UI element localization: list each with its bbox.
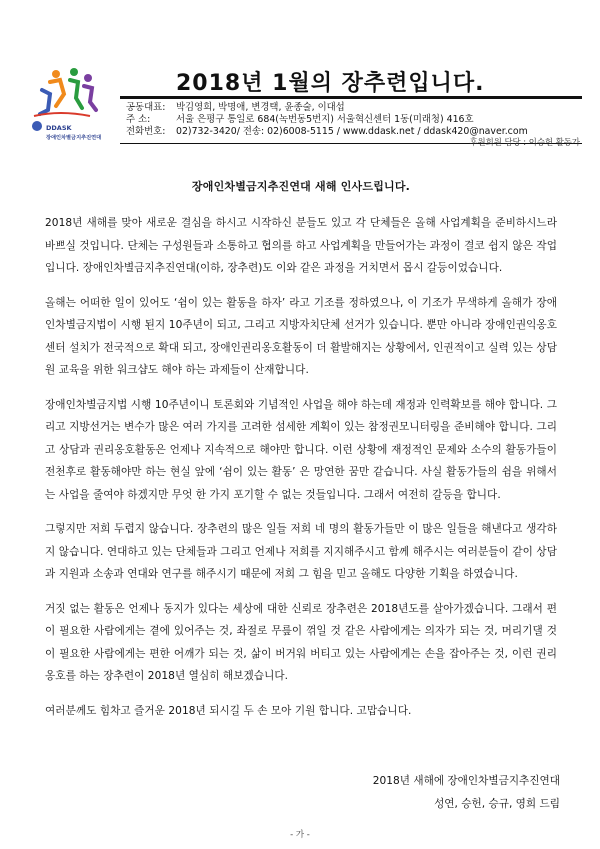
info-contact: [126, 126, 528, 138]
paragraph: 그렇지만 저희 두렵지 않습니다. 장추련의 많은 일들 저희 네 명의 활동가들만 이 많은 일들을 해낸다고 생각하지 않습니다. 연대하고 있는 단체들과 그리고 언제나 저희를 지지해주시고 함께 해주시는 여러분들이 같이 상담과 지원과 소송과 연대와 연구를 해주시기 때문에 저희 그 힘을 믿고 올해도 다양한 기획을 하였습니다.: [45, 523, 557, 580]
page-title: 2018년 1월의 장추련입니다.: [176, 71, 485, 96]
info-address: [126, 114, 528, 126]
closing-signature: [373, 770, 560, 816]
sponsor-contact: 후원회원 담당 : 이승헌 활동가: [469, 137, 580, 147]
info-representatives: [126, 102, 528, 114]
letterhead: [20, 44, 582, 144]
paragraph: 거짓 없는 활동은 언제나 동지가 있다는 세상에 대한 신뢰로 장추련은 2018년도를 살아가겠습니다. 그래서 편이 필요한 사람에게는 곁에 있어주는 것, 좌절로 무릎이 꺾일 것 같은 사람에게는 의자가 되는 것, 머리기댈 것이 필요한 사람에게는 편한 어깨가 되는 것, 삶이 버거워 버티고 있는 사람에게는 손을 잡아주는 것, 이런 권리옹호를 하는 장추련이 2018년 열심히 해보겠습니다.: [45, 602, 557, 682]
info-value: 서울 은평구 통일로 684(녹번동5번지) 서울혁신센터 1동(미래청) 416호: [176, 114, 474, 126]
page-number: - 가 -: [290, 830, 310, 840]
paragraph: 2018년 새해를 맞아 새로운 결심을 하시고 시작하신 분들도 있고 각 단체들은 올해 사업계획을 준비하시느라 바쁘실 것입니다. 단체는 구성원들과 소통하고 협의를 하고 사업계획을 만들어가는 과정이 결코 쉽지 않은 작업입니다. 장애인차별금지추진연대(이하, 장추련)도 이와 같은 과정을 거치면서 몹시 갈등이었습니다.: [45, 217, 557, 274]
info-value: 박김영희, 박명애, 변경택, 윤종술, 이대섭: [176, 102, 345, 113]
info-label: 주 소:: [126, 114, 151, 126]
letter-title: 장애인차별금지추진연대 새해 인사드립니다.: [191, 180, 411, 193]
running-figures-logo-icon: [20, 64, 110, 144]
signature-line: 성연, 승헌, 승규, 영희 드림: [434, 798, 560, 810]
logo-name: DDASK: [46, 124, 72, 132]
info-value: 02)732-3420/ 전송: 02)6008-5115 / www.ddask.net / ddask420@naver.com: [176, 126, 528, 138]
letter-body: [45, 178, 557, 734]
info-label: 전화번호:: [126, 126, 166, 138]
org-logo: [20, 64, 110, 144]
info-label: 공동대표:: [126, 102, 166, 113]
paragraph: 올해는 어떠한 일이 있어도 ‘쉼이 있는 활동을 하자’ 라고 기조를 정하였으나, 이 기조가 무색하게 올해가 장애인차별금지법이 시행 된지 10주년이 되고, 그리고 지방자치단체 선거가 있습니다. 뿐만 아니라 장애인권익옹호센터 설치가 전국적으로 확대 되고, 장애인권리옹호활동이 더 활발해지는 상황에서, 인권적이고 실력 있는 상담원 교육을 위한 워크샵도 해야 하는 과제들이 산재합니다.: [45, 296, 557, 376]
logo-org-name: 장애인차별금지추진연대: [46, 135, 102, 141]
title-divider: [120, 96, 582, 99]
org-info: [126, 102, 528, 139]
paragraph: 장애인차별금지법 시행 10주년이니 토론회와 기념적인 사업을 해야 하는데 재정과 인력확보를 해야 합니다. 그리고 지방선거는 변수가 많은 여러 가지를 고려한 섬세한 계획이 있는 참정권모니터링을 준비해야 합니다. 그리고 상담과 권리옹호활동은 언제나 지속적으로 해야만 합니다. 이런 상황에 재정적인 문제와 소수의 활동가들이 전천후로 활동해야만 하는 현실 앞에 ‘쉼이 있는 활동’ 은 망연한 꿈만 같습니다. 사실 활동가들의 쉼을 위해서는 사업을 줄여야 하겠지만 무엇 한 가지 포기할 수 없는 것들입니다. 그래서 여전히 갈등을 합니다.: [45, 398, 557, 501]
paragraph: 여러분께도 힘차고 즐거운 2018년 되시길 두 손 모아 기원 합니다. 고맙습니다.: [45, 704, 412, 717]
closing-line: 2018년 새해에 장애인차별금지추진연대: [372, 775, 560, 787]
